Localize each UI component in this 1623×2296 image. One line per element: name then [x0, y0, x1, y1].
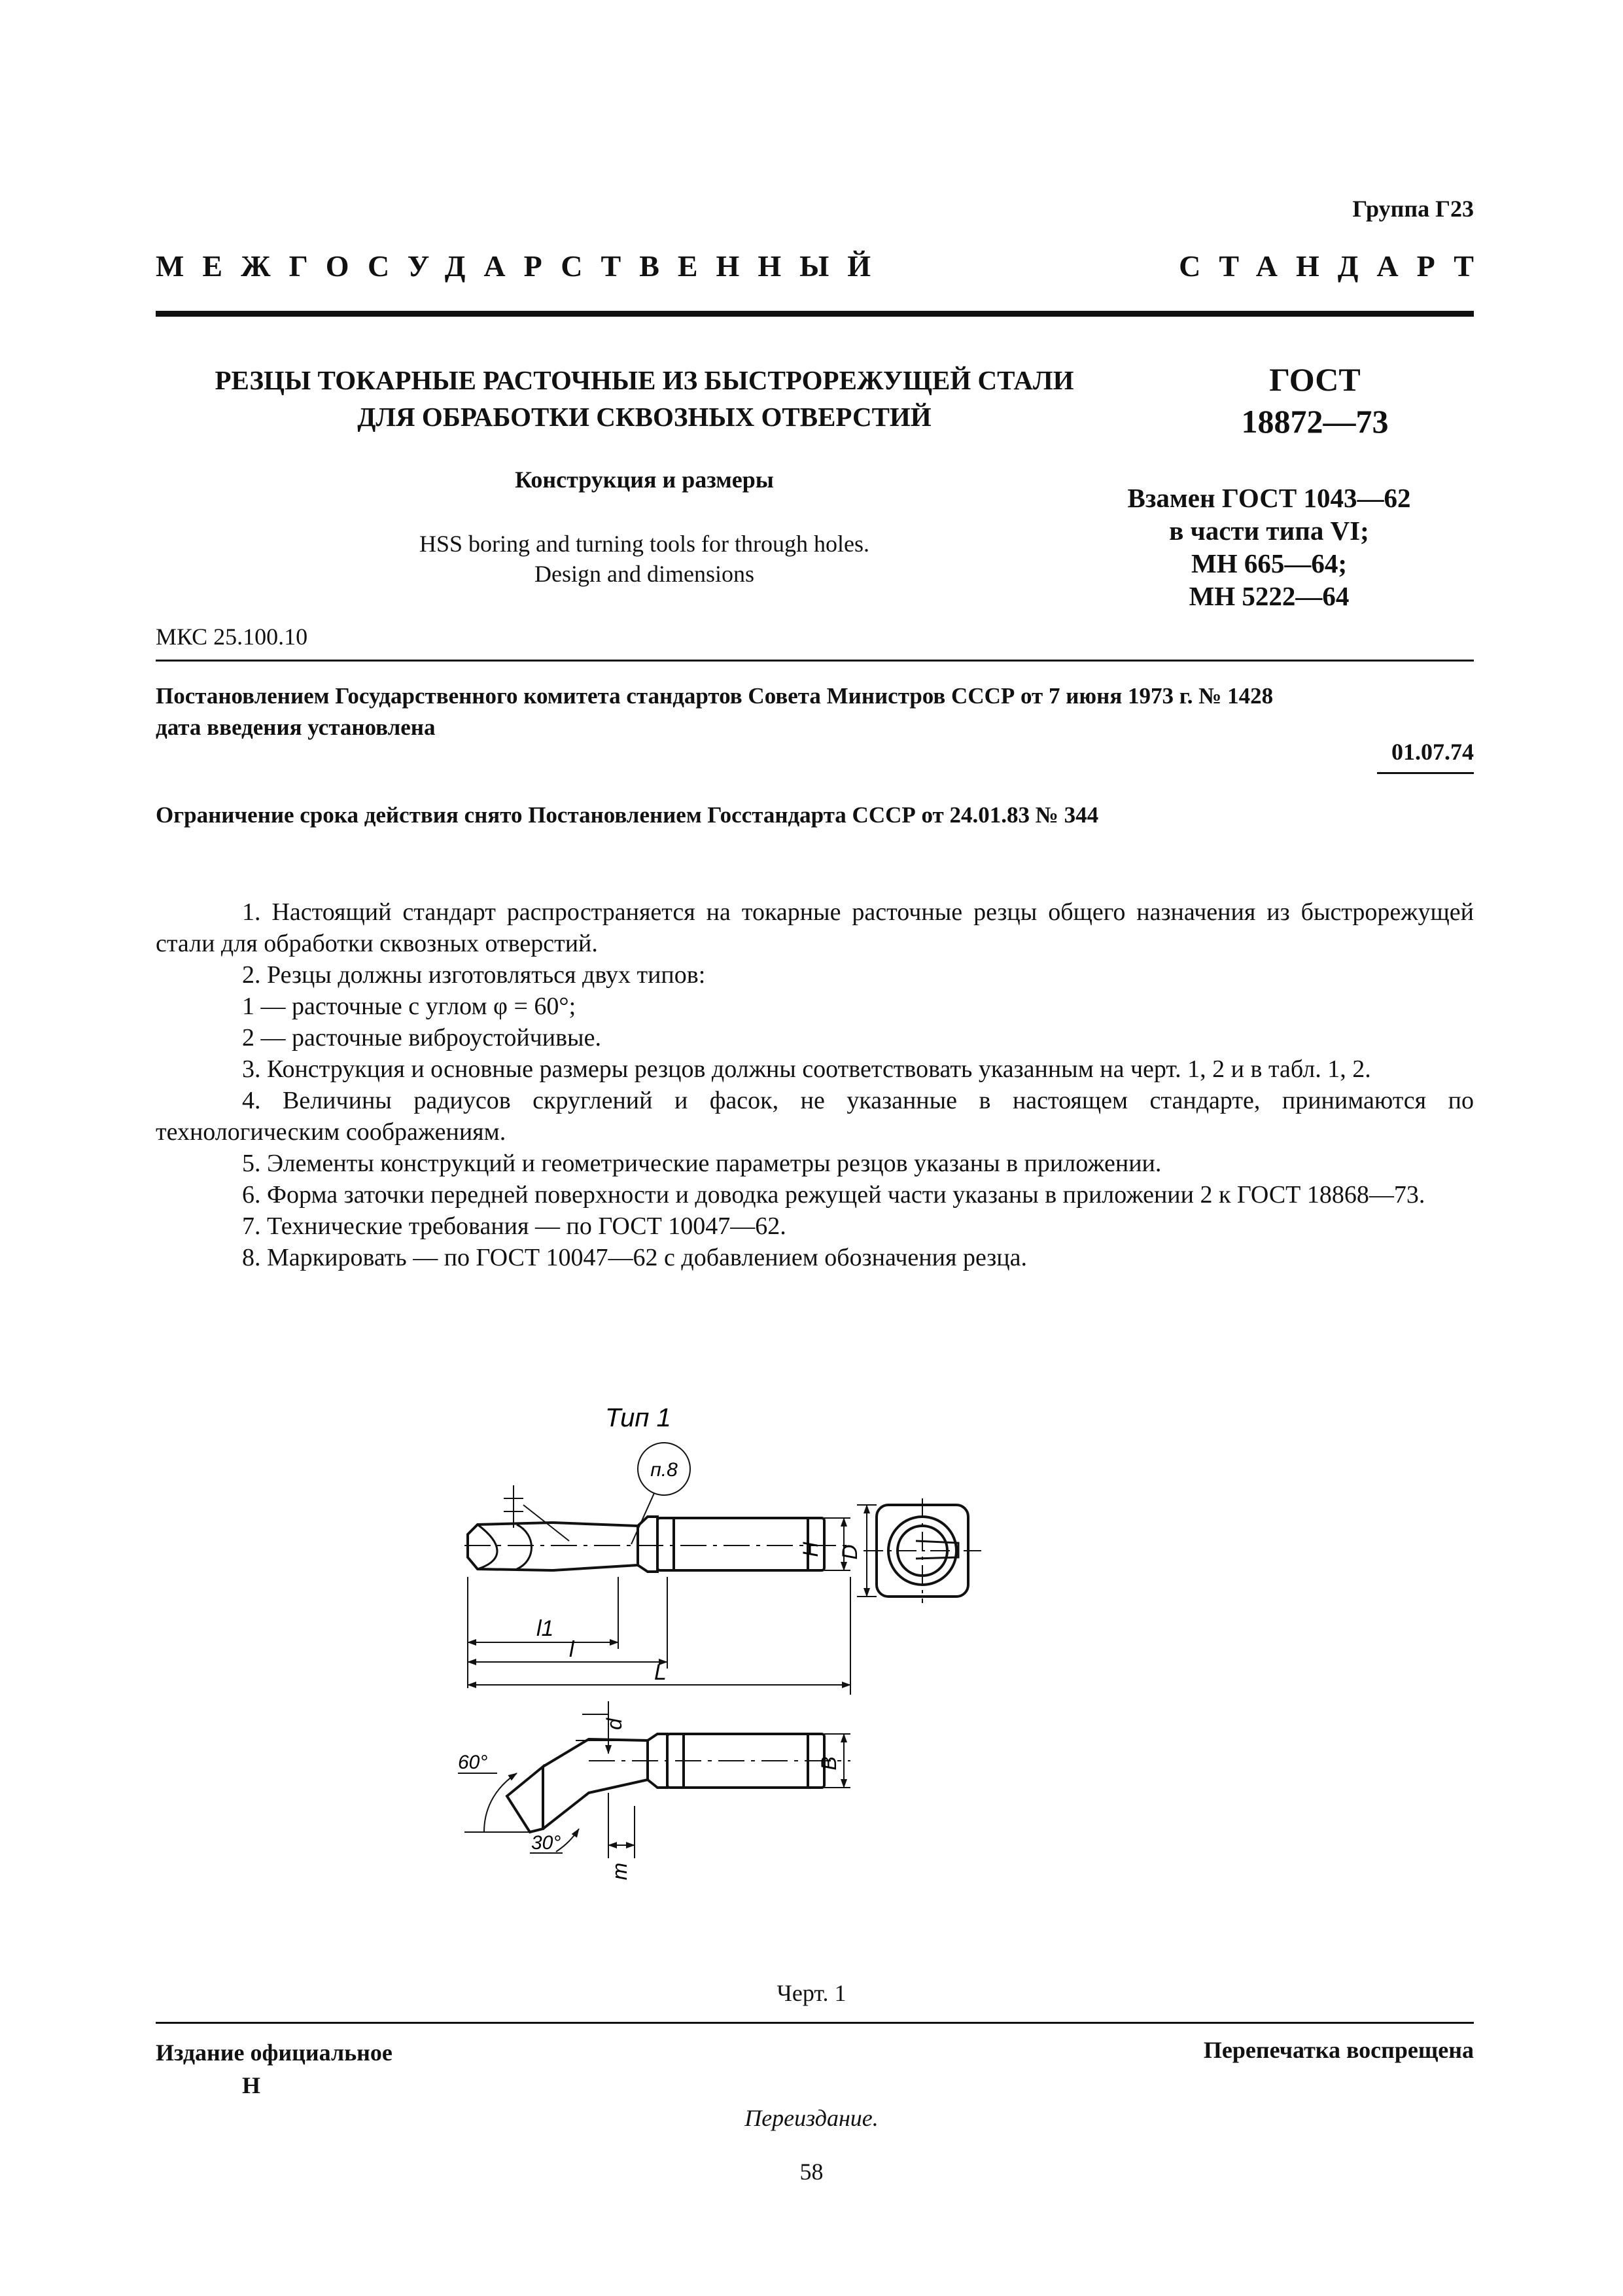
page-number: 58: [799, 2159, 824, 2185]
mks-code: МКС 25.100.10: [156, 624, 308, 650]
end-view: [864, 1498, 981, 1603]
dim-label-d: d: [602, 1718, 626, 1730]
dim-label-L: L: [654, 1660, 667, 1685]
replaces-block: [1066, 482, 1472, 612]
body-text: [156, 896, 1474, 1273]
body-paragraph: 2. Резцы должны изготовляться двух типов:: [242, 961, 706, 989]
head-outline: [468, 1523, 553, 1570]
dim-label-D: D: [838, 1544, 862, 1560]
note-reference: п.8: [650, 1459, 678, 1481]
body-paragraph: 8. Маркировать — по ГОСТ 10047—62 с добавлением обозначения резца.: [242, 1244, 1027, 1271]
banner-word-standard: СТАНДАРТ: [1179, 249, 1492, 283]
footer-rule: [156, 2022, 1474, 2024]
replaces-line-4: МН 5222—64: [1189, 581, 1350, 611]
body-paragraph: 6. Форма заточки передней поверхности и доводка режущей части указаны в приложении 2 к ГОСТ 18868—73.: [242, 1181, 1425, 1209]
body-paragraph: 1 — расточные с углом φ = 60°;: [242, 993, 576, 1020]
replaces-line-3: МН 665—64;: [1191, 548, 1347, 578]
group-code: Группа Г23: [1352, 196, 1474, 222]
body-paragraph: 7. Технические требования — по ГОСТ 10047—62.: [242, 1212, 786, 1240]
introduction-date: 01.07.74: [1391, 739, 1474, 765]
body-paragraph: 4. Величины радиусов скруглений и фасок, не указанные в настоящем стандарте, принимаются по технологическим соображениям.: [156, 1087, 1474, 1146]
angle-label-30: 30°: [531, 1832, 561, 1854]
type-label: Тип 1: [605, 1404, 671, 1432]
limitation-note: Ограничение срока действия снято Постановлением Госстандарта СССР от 24.01.83 № 344: [156, 802, 1099, 828]
standard-banner: [156, 249, 1492, 283]
official-edition: [156, 2036, 393, 2102]
header-rule: [156, 311, 1474, 317]
introduction-date-underline: [1377, 772, 1474, 774]
document-title: [157, 362, 1132, 435]
body-paragraph: 3. Конструкция и основные размеры резцов должны соответствовать указанным на черт. 1, 2 и в табл. 1, 2.: [242, 1055, 1371, 1083]
document-subtitle: Конструкция и размеры: [515, 467, 774, 493]
angle-label-60: 60°: [458, 1752, 488, 1773]
dim-label-B: B: [817, 1756, 841, 1771]
decree-line-2: дата введения установлена: [156, 715, 436, 740]
decree-line-1: Постановлением Государственного комитета стандартов Совета Министров СССР от 7 июня 1973 г. № 1428: [156, 683, 1274, 709]
official-edition-label: Издание официальное: [156, 2040, 393, 2066]
english-title-line-1: HSS boring and turning tools for through holes.: [419, 531, 869, 557]
technical-drawing: [458, 1387, 1151, 1963]
replaces-line-2: в части типа VI;: [1169, 516, 1369, 546]
decree-text: [156, 680, 1474, 743]
mks-rule: [156, 660, 1474, 662]
dim-label-l1: l1: [536, 1616, 554, 1641]
figure-caption: Черт. 1: [777, 1980, 846, 2006]
gost-number: 18872—73: [1241, 403, 1389, 440]
body-paragraph: 1. Настоящий стандарт распространяется на токарные расточные резцы общего назначения из быстрорежущей стали для обработки сквозных отверстий.: [156, 898, 1474, 957]
dim-label-l: l: [569, 1637, 574, 1662]
body-paragraph: 2 — расточные виброустойчивые.: [242, 1024, 601, 1051]
english-title: [157, 529, 1132, 589]
bottom-neck-outline: [543, 1739, 648, 1829]
collar-outline: [638, 1517, 657, 1572]
neck-outline: [553, 1523, 638, 1570]
gost-label: ГОСТ: [1269, 361, 1361, 398]
dim-label-H: H: [799, 1542, 822, 1557]
edition-letter: Н: [242, 2072, 261, 2098]
bottom-view: [507, 1734, 850, 1832]
english-title-line-2: Design and dimensions: [534, 561, 754, 587]
title-line-1: РЕЗЦЫ ТОКАРНЫЕ РАСТОЧНЫЕ ИЗ БЫСТРОРЕЖУЩЕЙ СТАЛИ: [215, 365, 1074, 395]
reprint-notice: Перепечатка воспрещена: [1203, 2037, 1474, 2063]
gost-designation: [1158, 359, 1472, 442]
replaces-line-1: Взамен ГОСТ 1043—62: [1127, 483, 1411, 513]
banner-word-interstate: МЕЖГОСУДАРСТВЕННЫЙ: [156, 249, 890, 283]
drawing-svg: [458, 1387, 1151, 1963]
body-paragraph: 5. Элементы конструкций и геометрические параметры резцов указаны в приложении.: [242, 1150, 1162, 1177]
dim-label-m: m: [608, 1862, 631, 1881]
title-line-2: ДЛЯ ОБРАБОТКИ СКВОЗНЫХ ОТВЕРСТИЙ: [357, 402, 932, 432]
reissue-note: Переиздание.: [744, 2105, 879, 2131]
top-view: [464, 1517, 850, 1572]
